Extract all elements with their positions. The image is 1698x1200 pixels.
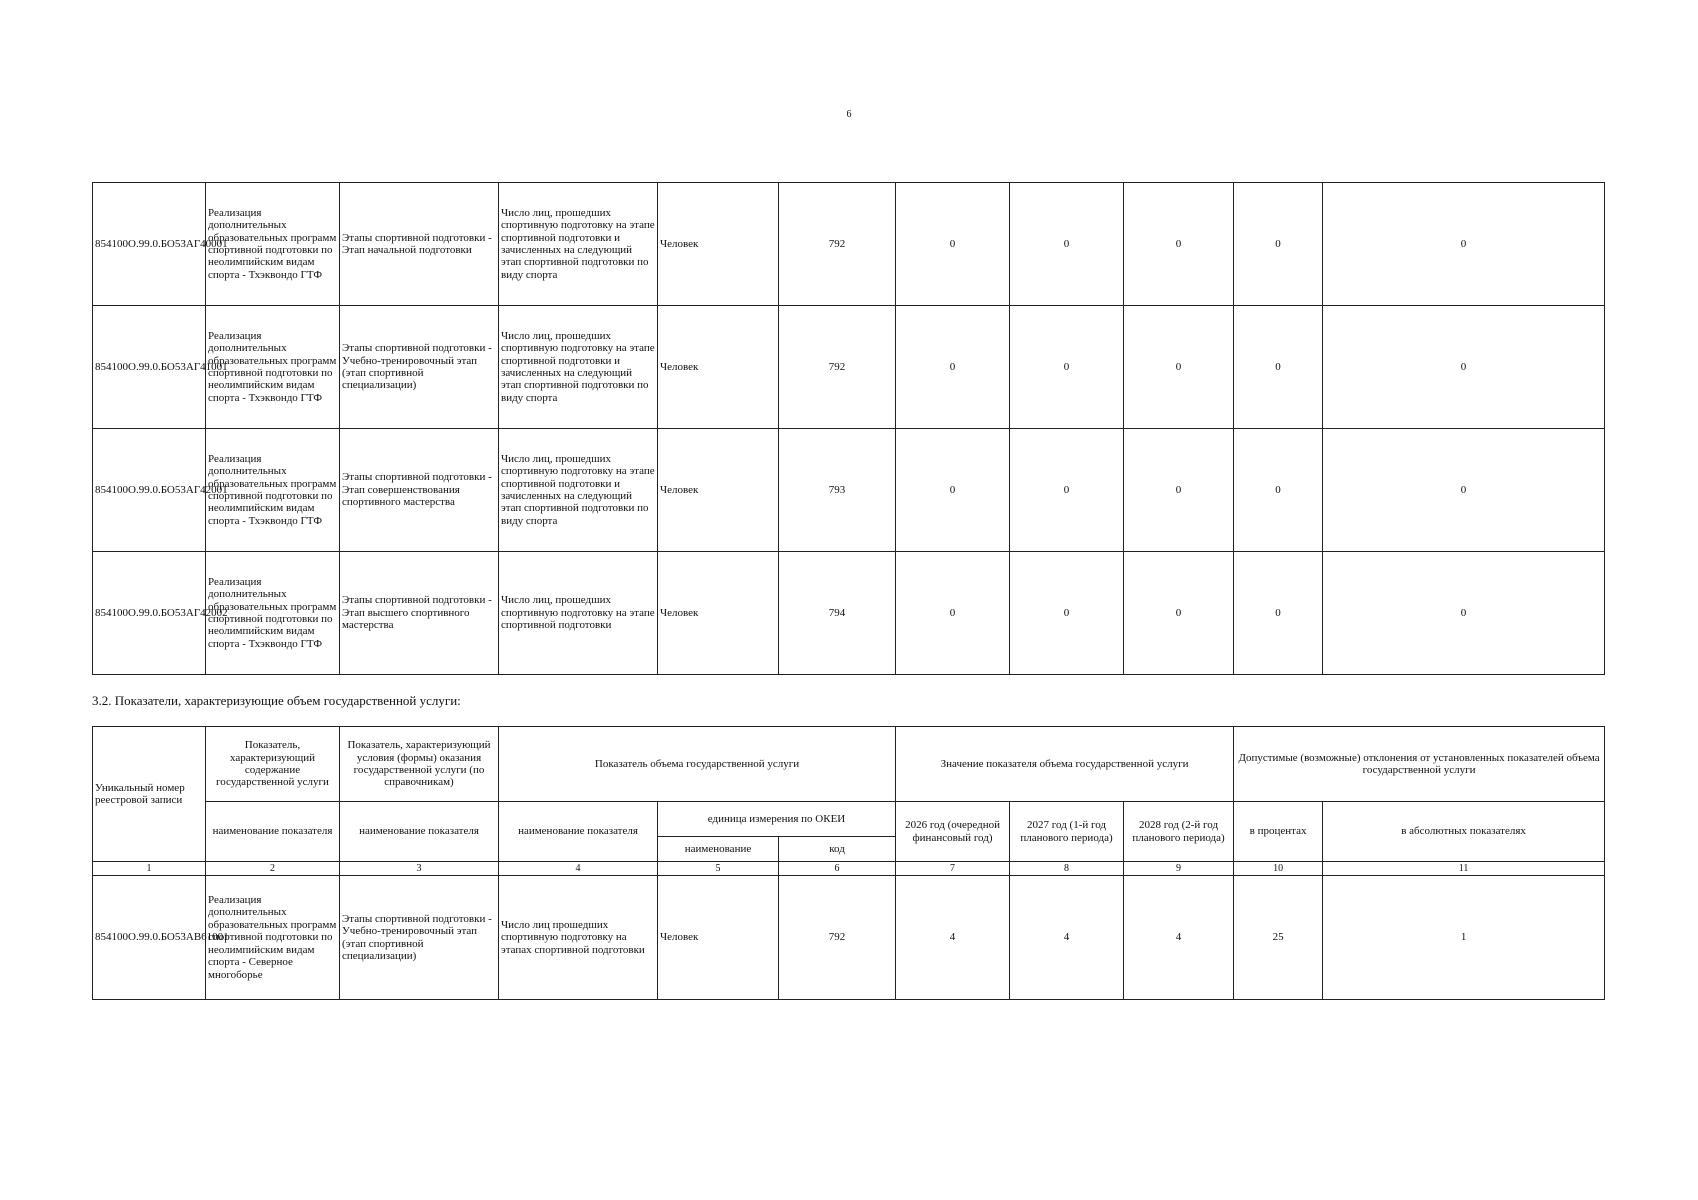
deviation-absolute-cell: 0 [1323,183,1605,306]
table-row [93,876,1605,1000]
column-number: 1 [93,862,206,876]
deviation-absolute-cell: 0 [1323,552,1605,675]
condition-cell: Этапы спортивной подготовки - Этап начальной подготовки [340,183,499,306]
value-2027-cell: 0 [1010,306,1124,429]
column-number: 11 [1323,862,1605,876]
column-number: 2 [206,862,340,876]
header-okei-code: код [779,837,896,862]
header-percent: в процентах [1234,802,1323,862]
indicator-cell: Число лиц, прошедших спортивную подготовку на этапе спортивной подготовки и зачисленных на следующий этап спортивной подготовки по виду спорта [499,306,658,429]
quality-indicators-table [92,182,1605,675]
code-cell: 792 [779,876,896,1000]
header-condition-name: наименование показателя [340,802,499,862]
value-2028-cell: 0 [1124,552,1234,675]
header-absolute: в абсолютных показателях [1323,802,1605,862]
registry-cell: 854100О.99.0.БО53АВ61001 [93,876,206,1000]
content-cell: Реализация дополнительных образовательных программ спортивной подготовки по неолимпийским видам спорта - Тхэквондо ГТФ [206,429,340,552]
condition-cell: Этапы спортивной подготовки - Этап совершенствования спортивного мастерства [340,429,499,552]
value-2027-cell: 4 [1010,876,1124,1000]
table-row [93,552,1605,675]
condition-cell: Этапы спортивной подготовки - Учебно-тренировочный этап (этап спортивной специализации) [340,876,499,1000]
header-deviations: Допустимые (возможные) отклонения от установленных показателей объема государственной услуги [1234,727,1605,802]
deviation-absolute-cell: 0 [1323,429,1605,552]
value-2028-cell: 0 [1124,306,1234,429]
section-title: 3.2. Показатели, характеризующие объем государственной услуги: [92,693,461,708]
unit-cell: Человек [658,552,779,675]
indicator-cell: Число лиц, прошедших спортивную подготовку на этапе спортивной подготовки и зачисленных на следующий этап спортивной подготовки по виду спорта [499,183,658,306]
content-cell: Реализация дополнительных образовательных программ спортивной подготовки по неолимпийским видам спорта - Северное многоборье [206,876,340,1000]
deviation-percent-cell: 0 [1234,552,1323,675]
column-number: 7 [896,862,1010,876]
header-2027: 2027 год (1-й год планового периода) [1010,802,1124,862]
code-cell: 793 [779,429,896,552]
registry-cell: 854100О.99.0.БО53АГ42001 [93,429,206,552]
content-cell: Реализация дополнительных образовательных программ спортивной подготовки по неолимпийским видам спорта - Тхэквондо ГТФ [206,306,340,429]
content-cell: Реализация дополнительных образовательных программ спортивной подготовки по неолимпийским видам спорта - Тхэквондо ГТФ [206,183,340,306]
value-2028-cell: 4 [1124,876,1234,1000]
column-number: 3 [340,862,499,876]
unit-cell: Человек [658,429,779,552]
unit-cell: Человек [658,183,779,306]
header-content: Показатель, характеризующий содержание государственной услуги [206,727,340,802]
volume-indicators-table [92,726,1605,1000]
header-registry: Уникальный номер реестровой записи [93,727,206,862]
page-number: 6 [846,109,852,120]
value-2027-cell: 0 [1010,552,1124,675]
column-number: 5 [658,862,779,876]
indicator-cell: Число лиц, прошедших спортивную подготовку на этапе спортивной подготовки и зачисленных на следующий этап спортивной подготовки по виду спорта [499,429,658,552]
deviation-percent-cell: 0 [1234,183,1323,306]
registry-cell: 854100О.99.0.БО53АГ41001 [93,306,206,429]
table-row [93,183,1605,306]
value-2027-cell: 0 [1010,429,1124,552]
deviation-absolute-cell: 0 [1323,306,1605,429]
registry-cell: 854100О.99.0.БО53АГ40001 [93,183,206,306]
value-2026-cell: 0 [896,306,1010,429]
header-condition: Показатель, характеризующий условия (формы) оказания государственной услуги (по справочникам) [340,727,499,802]
value-2026-cell: 4 [896,876,1010,1000]
header-volume-value: Значение показателя объема государственной услуги [896,727,1234,802]
header-indicator-name: наименование показателя [499,802,658,862]
column-number: 6 [779,862,896,876]
indicator-cell: Число лиц прошедших спортивную подготовку на этапах спортивной подготовки [499,876,658,1000]
deviation-percent-cell: 0 [1234,429,1323,552]
condition-cell: Этапы спортивной подготовки - Этап высшего спортивного мастерства [340,552,499,675]
column-numbers-row [93,862,1605,876]
condition-cell: Этапы спортивной подготовки - Учебно-тренировочный этап (этап спортивной специализации) [340,306,499,429]
indicator-cell: Число лиц, прошедших спортивную подготовку на этапе спортивной подготовки [499,552,658,675]
table-row [93,429,1605,552]
header-2028: 2028 год (2-й год планового периода) [1124,802,1234,862]
content-cell: Реализация дополнительных образовательных программ спортивной подготовки по неолимпийским видам спорта - Тхэквондо ГТФ [206,552,340,675]
column-number: 4 [499,862,658,876]
value-2026-cell: 0 [896,183,1010,306]
value-2028-cell: 0 [1124,183,1234,306]
code-cell: 792 [779,183,896,306]
deviation-percent-cell: 0 [1234,306,1323,429]
value-2026-cell: 0 [896,552,1010,675]
value-2026-cell: 0 [896,429,1010,552]
table-row [93,306,1605,429]
column-number: 10 [1234,862,1323,876]
code-cell: 794 [779,552,896,675]
unit-cell: Человек [658,876,779,1000]
unit-cell: Человек [658,306,779,429]
column-number: 8 [1010,862,1124,876]
header-volume-indicator: Показатель объема государственной услуги [499,727,896,802]
header-okei-name: наименование [658,837,779,862]
header-2026: 2026 год (очередной финансовый год) [896,802,1010,862]
value-2027-cell: 0 [1010,183,1124,306]
value-2028-cell: 0 [1124,429,1234,552]
registry-cell: 854100О.99.0.БО53АГ42002 [93,552,206,675]
header-okei-unit: единица измерения по ОКЕИ [658,802,896,837]
deviation-percent-cell: 25 [1234,876,1323,1000]
code-cell: 792 [779,306,896,429]
column-number: 9 [1124,862,1234,876]
header-content-name: наименование показателя [206,802,340,862]
deviation-absolute-cell: 1 [1323,876,1605,1000]
